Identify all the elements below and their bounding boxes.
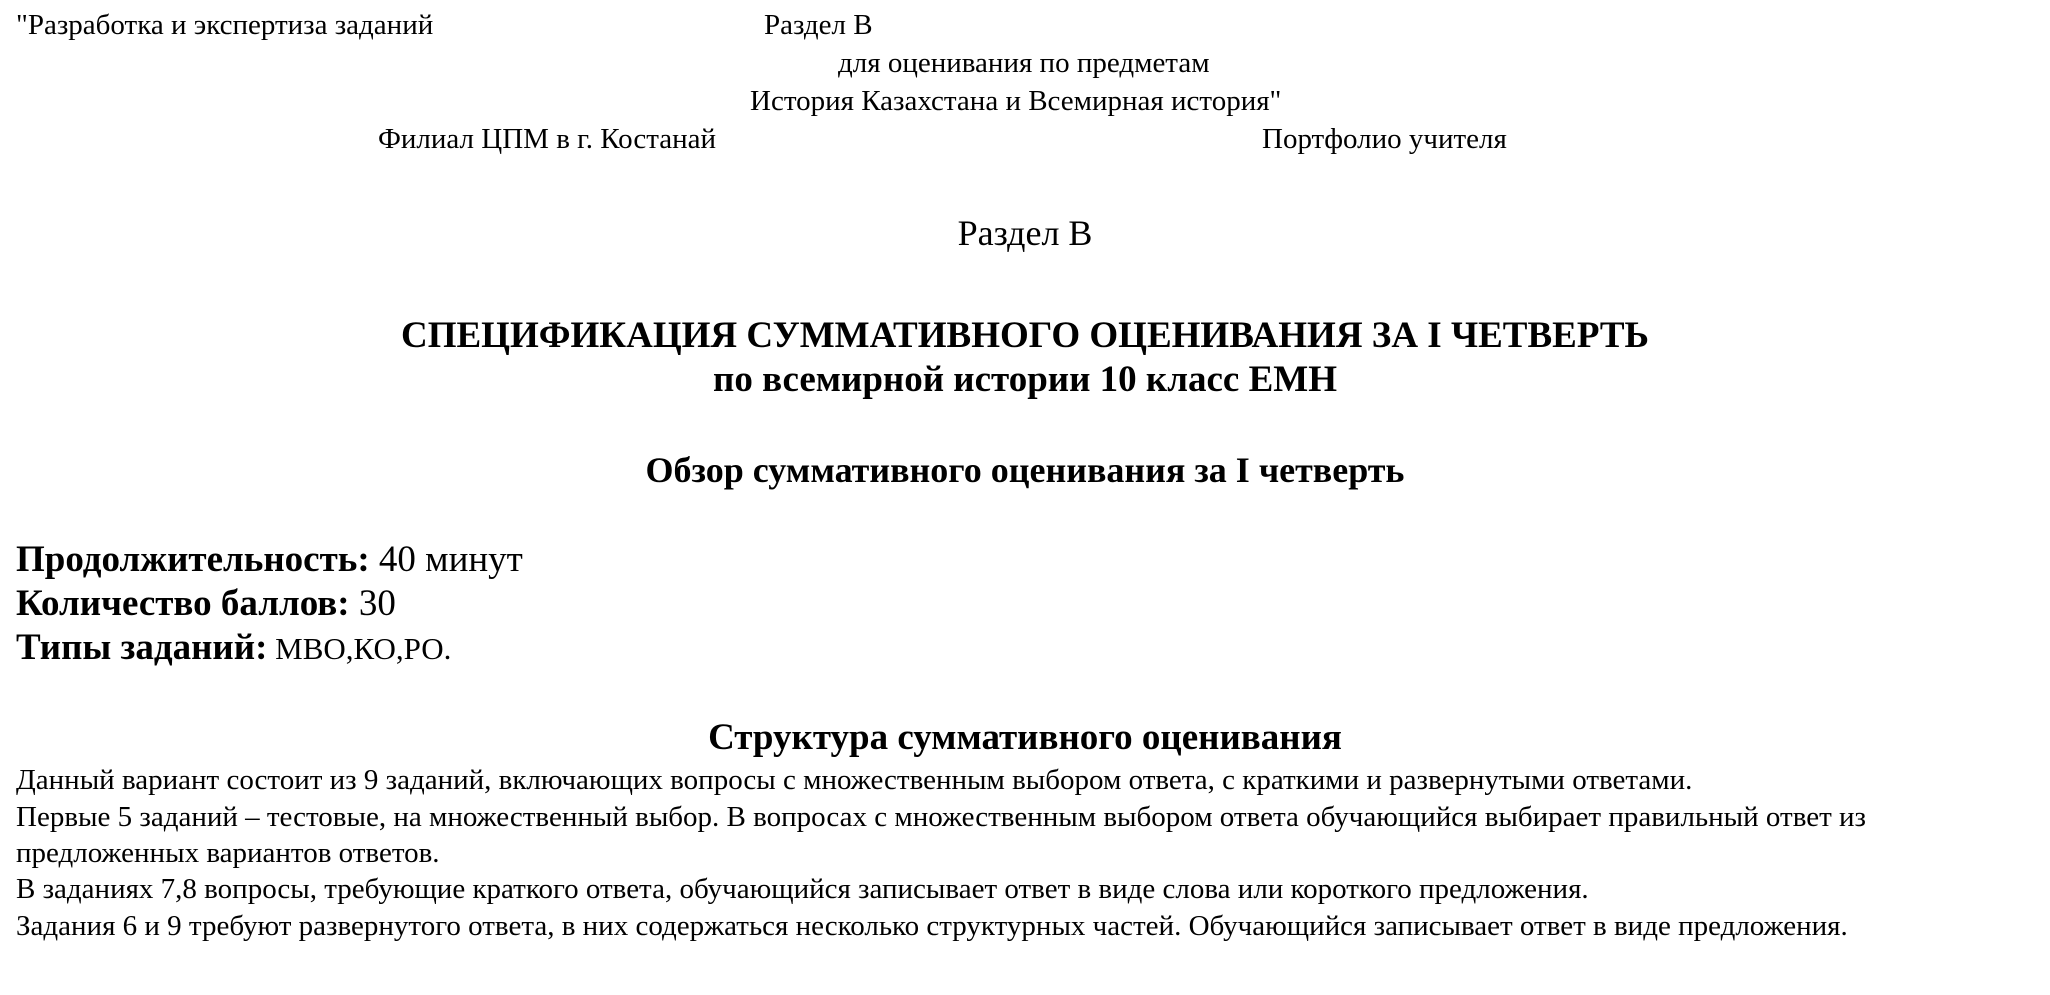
points-label: Количество баллов: (16, 583, 350, 624)
header-branch: Филиал ЦПМ в г. Костанай (378, 123, 717, 155)
header-section-label: Раздел B (764, 9, 873, 41)
task-types-label: Типы заданий: (16, 627, 268, 668)
points-value: 30 (349, 583, 396, 624)
header-title-line: "Разработка и экспертиза заданий (16, 9, 434, 41)
structure-paragraph-4: Задания 6 и 9 требуют развернутого ответа, в них содержаться несколько структурных частей. Обучающийся записывает ответ в виде предложения. (16, 910, 1848, 942)
structure-title: Структура суммативного оценивания (708, 717, 1342, 758)
overview-title: Обзор суммативного оценивания за I четверть (645, 450, 1405, 490)
duration-label: Продолжительность: (16, 539, 370, 580)
spec-title-line-2: по всемирной истории 10 класс ЕМН (713, 359, 1337, 400)
task-types-line (16, 626, 451, 671)
header-subject-line-1: для оценивания по предметам (838, 47, 1210, 79)
header-portfolio: Портфолио учителя (1262, 123, 1507, 155)
duration-line (16, 538, 523, 582)
header-subject-line-2: История Казахстана и Всемирная история" (750, 85, 1282, 117)
points-line (16, 582, 396, 626)
duration-value: 40 минут (369, 539, 523, 580)
structure-paragraph-3: В заданиях 7,8 вопросы, требующие краткого ответа, обучающийся записывает ответ в виде слова или короткого предложения. (16, 873, 1589, 905)
task-types-value: МВО,КО,РО. (267, 631, 452, 666)
structure-paragraph-2: Первые 5 заданий – тестовые, на множественный выбор. В вопросах с множественным выбором ответа обучающийся выбирает правильный ответ из предложенных вариантов ответов. (16, 801, 1867, 869)
structure-paragraph-1: Данный вариант состоит из 9 заданий, включающих вопросы с множественным выбором ответа, с краткими и развернутыми ответами. (16, 764, 1693, 796)
spec-title-line-1: СПЕЦИФИКАЦИЯ СУММАТИВНОГО ОЦЕНИВАНИЯ ЗА I ЧЕТВЕРТЬ (400, 315, 1650, 356)
section-label: Раздел B (957, 213, 1093, 253)
